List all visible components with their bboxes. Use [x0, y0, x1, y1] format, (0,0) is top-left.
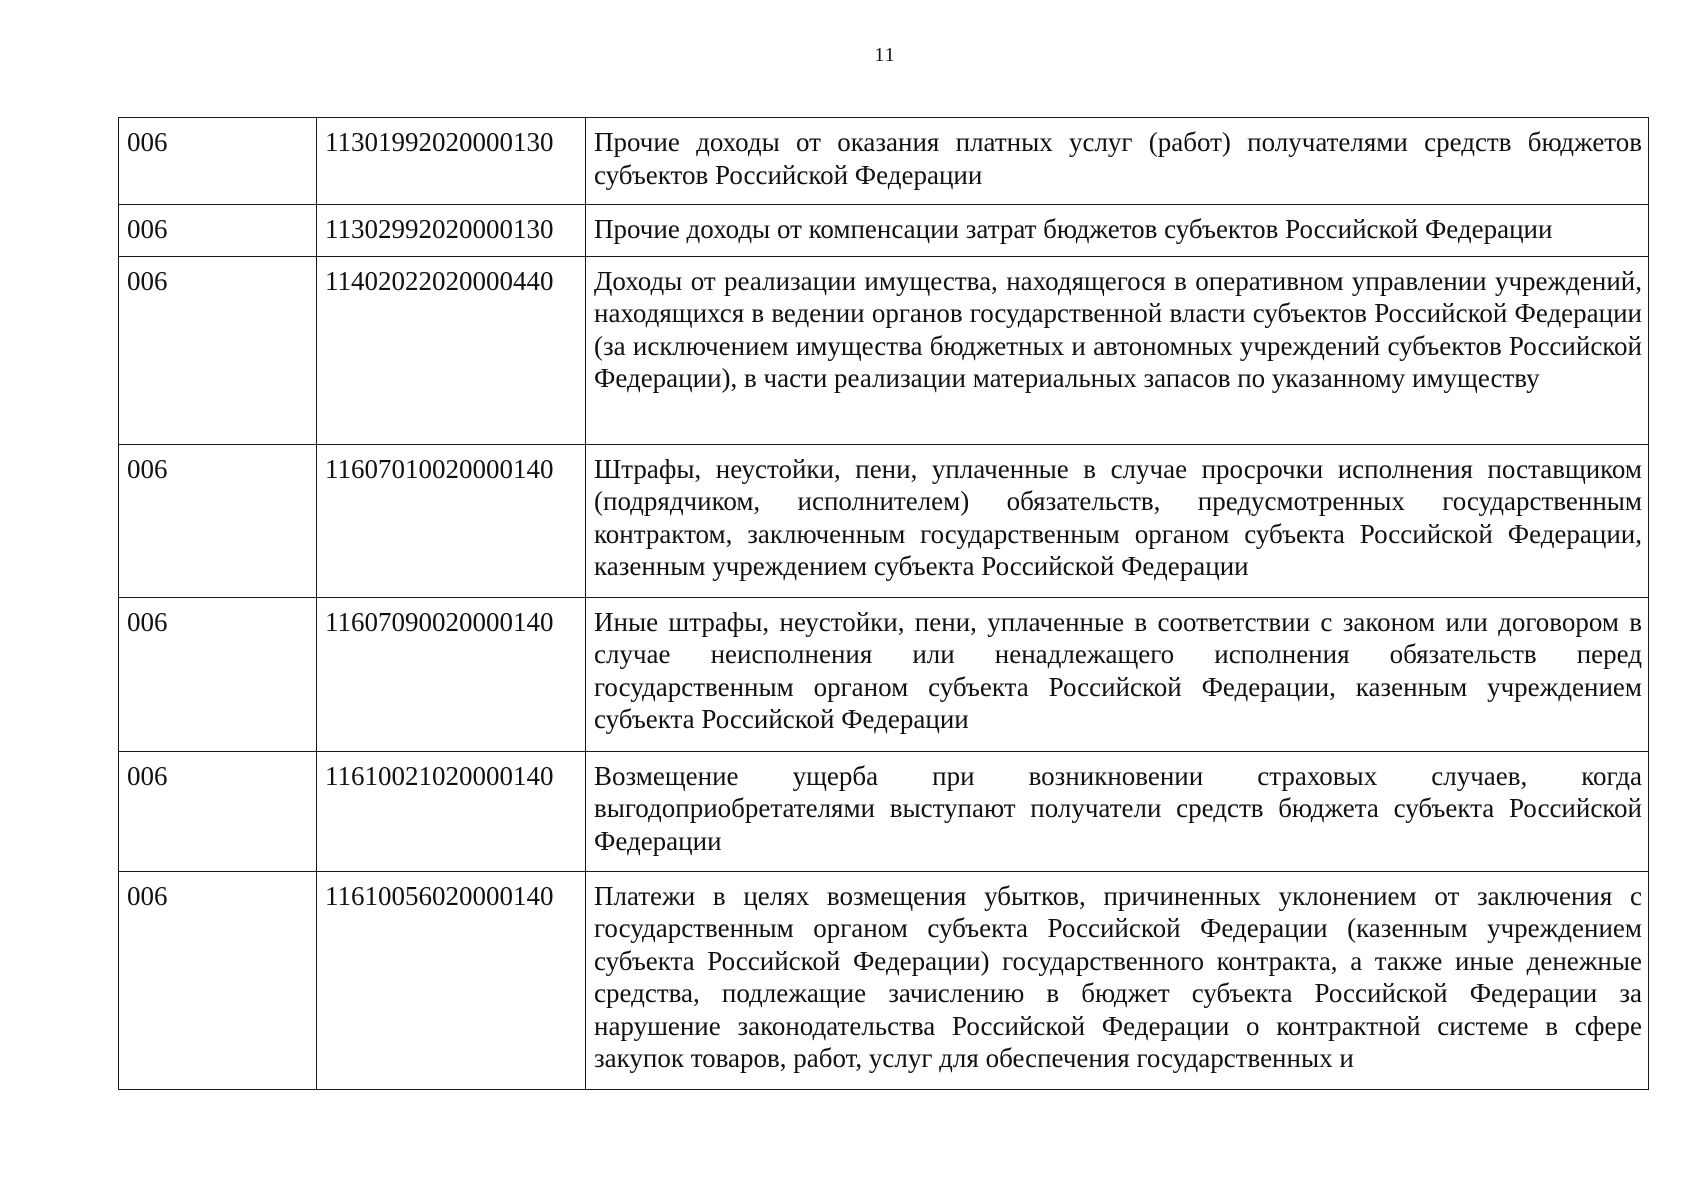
- revenue-code-cell: 11610021020000140: [317, 751, 586, 871]
- table-row: [119, 118, 1649, 205]
- revenue-name-cell: Прочие доходы от оказания платных услуг (работ) получателями средств бюджетов субъектов Российской Федерации: [586, 118, 1649, 205]
- admin-code-cell: 006: [119, 871, 317, 1089]
- revenue-name-cell: Иные штрафы, неустойки, пени, уплаченные в соответствии с законом или договором в случае неисполнения или ненадлежащего исполнения обязательств перед государственным органом субъекта Российской Федерации, казенным учреждением субъекта Российской Федерации: [586, 597, 1649, 751]
- admin-code-cell: 006: [119, 205, 317, 257]
- admin-code-cell: 006: [119, 118, 317, 205]
- admin-code-cell: 006: [119, 444, 317, 597]
- revenue-codes-table: [118, 117, 1649, 1090]
- table-row: [119, 205, 1649, 257]
- table-row: [119, 256, 1649, 444]
- admin-code-cell: 006: [119, 597, 317, 751]
- table-row: [119, 444, 1649, 597]
- revenue-code-cell: 11607010020000140: [317, 444, 586, 597]
- revenue-name-cell: Прочие доходы от компенсации затрат бюджетов субъектов Российской Федерации: [586, 205, 1649, 257]
- revenue-code-cell: 11301992020000130: [317, 118, 586, 205]
- revenue-name-cell: Доходы от реализации имущества, находящегося в оперативном управлении учреждений, находящихся в ведении органов государственной власти субъектов Российской Федерации (за исключением имущества бюджетных и автономных учреждений субъектов Российской Федерации), в части реализации материальных запасов по указанному имуществу: [586, 256, 1649, 444]
- page-number: 11: [874, 44, 896, 66]
- revenue-name-cell: Штрафы, неустойки, пени, уплаченные в случае просрочки исполнения поставщиком (подрядчиком, исполнителем) обязательств, предусмотренных государственным контрактом, заключенным государственным органом субъекта Российской Федерации, казенным учреждением субъекта Российской Федерации: [586, 444, 1649, 597]
- revenue-name-cell: Платежи в целях возмещения убытков, причиненных уклонением от заключения с государственным органом субъекта Российской Федерации (казенным учреждением субъекта Российской Федерации) государственного контракта, а также иные денежные средства, подлежащие зачислению в бюджет субъекта Российской Федерации за нарушение законодательства Российской Федерации о контрактной системе в сфере закупок товаров, работ, услуг для обеспечения государственных и: [586, 871, 1649, 1089]
- revenue-code-cell: 11302992020000130: [317, 205, 586, 257]
- table-row: [119, 871, 1649, 1089]
- admin-code-cell: 006: [119, 256, 317, 444]
- revenue-code-cell: 11402022020000440: [317, 256, 586, 444]
- admin-code-cell: 006: [119, 751, 317, 871]
- revenue-code-cell: 11607090020000140: [317, 597, 586, 751]
- table-row: [119, 597, 1649, 751]
- table-row: [119, 751, 1649, 871]
- revenue-name-cell: Возмещение ущерба при возникновении страховых случаев, когда выгодоприобретателями выступают получатели средств бюджета субъекта Российской Федерации: [586, 751, 1649, 871]
- revenue-code-cell: 11610056020000140: [317, 871, 586, 1089]
